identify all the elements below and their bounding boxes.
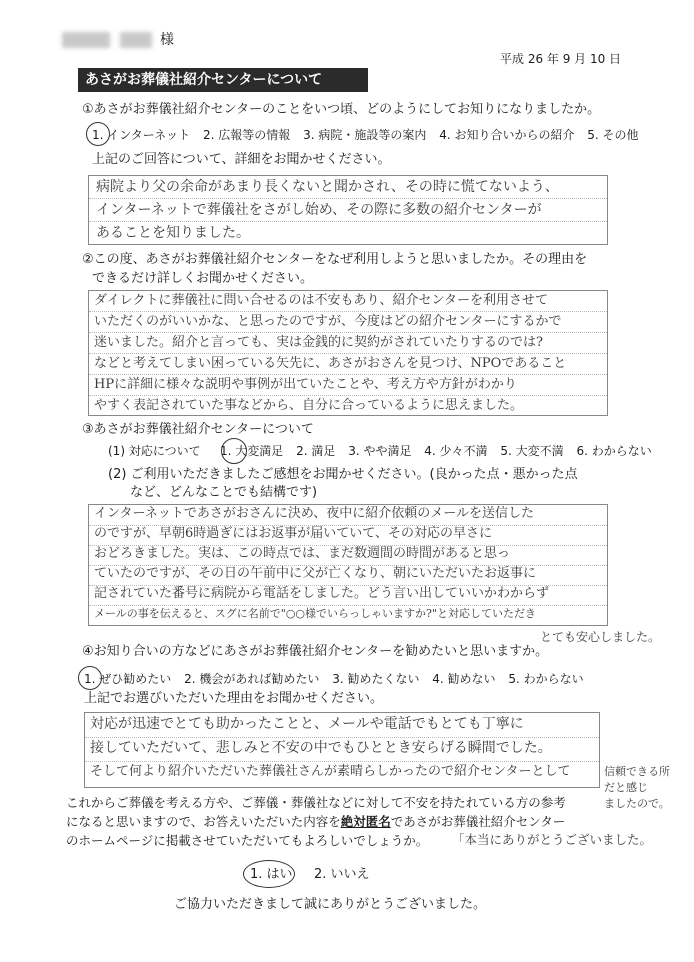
q2-question-line-1: ②この度、あさがお葬儀社紹介センターをなぜ利用しようと思いましたか。その理由を — [82, 252, 588, 267]
q3-option-6[interactable]: 6. わからない — [576, 444, 652, 458]
q4-option-5[interactable]: 5. わからない — [508, 672, 584, 686]
consent-selection-circle — [243, 860, 295, 888]
consent-anonymous: 絶対匿名 — [340, 814, 391, 829]
consent-no[interactable]: 2. いいえ — [314, 867, 370, 882]
closing-thanks: ご協力いただきまして誠にありがとうございました。 — [174, 897, 487, 912]
q3-sub2-line-1: (2) ご利用いただきましたご感想をお聞かせください。(良かった点・悪かった点 — [108, 467, 578, 482]
q1-option-4[interactable]: 4. お知り合いからの紹介 — [439, 128, 575, 142]
q4-answer-margin-2: だと感じ — [604, 781, 648, 794]
q3-sub1-options — [220, 442, 661, 460]
q4-answer-margin-3: ましたので。 — [604, 797, 670, 810]
q3-answer-line-5: 記されていた番号に病院から電話をしました。どう言い出していいかわからず — [94, 586, 550, 601]
q3-option-5[interactable]: 5. 大変不満 — [500, 444, 564, 458]
q3-sub1-label: (1) 対応について — [108, 444, 201, 458]
q4-option-4[interactable]: 4. 勧めない — [432, 672, 496, 686]
q4-option-3[interactable]: 3. 勧めたくない — [332, 672, 420, 686]
q3-option-4[interactable]: 4. 少々不満 — [424, 444, 488, 458]
q2-answer-line-5: HPに詳細に様々な説明や事例が出ていたことや、考え方や方針がわかり — [94, 377, 517, 392]
q1-followup: 上記のご回答について、詳細をお聞かせください。 — [92, 152, 391, 167]
consent-line-2-tail: であさがお葬儀社紹介センター — [390, 814, 566, 829]
q4-selection-circle — [78, 666, 102, 690]
consent-line-1: これからご葬儀を考える方や、ご葬儀・葬儀社などに対して不安を持たれている方の参考 — [66, 795, 566, 810]
q4-question: ④お知り合いの方などにあさがお葬儀社紹介センターを勧めたいと思いますか。 — [82, 644, 549, 659]
q2-answer-line-1: ダイレクトに葬儀社に問い合せるのは不安もあり、紹介センターを利用させて — [94, 293, 548, 308]
q1-option-1[interactable]: 1. インターネット — [92, 128, 191, 142]
q1-option-3[interactable]: 3. 病院・施設等の案内 — [303, 128, 427, 142]
consent-handwritten-note: 「本当にありがとうございました。 — [452, 832, 653, 847]
q3-answer-extra: とても安心しました。 — [540, 630, 661, 644]
q3-answer-line-3: おどろきました。実は、この時点では、まだ数週間の時間があると思っ — [94, 546, 511, 561]
q1-option-2[interactable]: 2. 広報等の情報 — [203, 128, 291, 142]
consent-yes[interactable]: 1. はい — [250, 867, 293, 882]
q3-option-3[interactable]: 3. やや満足 — [348, 444, 412, 458]
q2-answer-line-3: 迷いました。紹介と言っても、実は金銭的に契約がされていたりするのでは? — [94, 335, 543, 350]
recipient-honorific: 様 — [160, 32, 174, 48]
redacted-name — [62, 32, 110, 48]
q1-answer-line-3: あることを知りました。 — [96, 225, 250, 241]
q3-answer-line-1: インターネットであさがおさんに決め、夜中に紹介依頼のメールを送信した — [94, 506, 535, 521]
q1-answer-line-2: インターネットで葬儀社をさがし始め、その際に多数の紹介センターが — [96, 202, 542, 218]
q3-sub2-line-2: など、どんなことでも結構です) — [130, 485, 318, 500]
q4-answer-line-1: 対応が迅速でとても助かったことと、メールや電話でもとても丁寧に — [90, 716, 524, 732]
q1-selection-circle — [86, 122, 110, 146]
q4-option-1[interactable]: 1. ぜひ勧めたい — [84, 672, 172, 686]
q3-option-2[interactable]: 2. 満足 — [296, 444, 336, 458]
q2-question-line-2: できるだけ詳しくお聞かせください。 — [92, 271, 314, 286]
q3-selection-circle — [221, 438, 247, 464]
document-date: 平成 26 年 9 月 10 日 — [500, 52, 622, 66]
q1-options — [92, 126, 648, 144]
q1-question: ①あさがお葬儀社紹介センターのことをいつ頃、どのようにしてお知りになりましたか。 — [82, 102, 601, 117]
q1-option-5[interactable]: 5. その他 — [587, 128, 639, 142]
q3-answer-line-6: メールの事を伝えると、スグに名前で"○○様でいらっしゃいますか?"と対応していただき — [94, 607, 536, 620]
q2-answer-line-4: などと考えてしまい困っている矢先に、あさがおさんを見つけ、NPOであること — [94, 356, 567, 371]
q4-followup: 上記でお選びいただいた理由をお聞かせください。 — [84, 691, 384, 706]
page-title-text: あさがお葬儀社紹介センターについて — [85, 72, 323, 88]
q2-answer-line-6: やすく表記されていた事などから、自分に合っているように思えました。 — [94, 398, 524, 413]
q3-answer-line-2: のですが、早朝6時過ぎにはお返事が届いていて、その対応の早さに — [94, 526, 493, 541]
q4-option-2[interactable]: 2. 機会があれば勧めたい — [184, 672, 320, 686]
q3-answer-line-4: ていたのですが、その日の午前中に父が亡くなり、朝にいただいたお返事に — [94, 566, 537, 581]
q2-answer-line-2: いただくのがいいかな、と思ったのですが、今度はどの紹介センターにするかで — [94, 314, 562, 329]
q4-answer-line-2: 接していただいて、悲しみと不安の中でもひととき安らげる瞬間でした。 — [90, 740, 552, 756]
redacted-name-2 — [120, 32, 152, 48]
q1-answer-line-1: 病院より父の余命があまり長くないと聞かされ、その時に慌てないよう、 — [96, 179, 559, 195]
q4-options — [84, 670, 593, 688]
consent-line-2-text: になると思いますので、お答えいただいた内容を — [66, 814, 341, 829]
q4-answer-line-3: そして何より紹介いただいた葬儀社さんが素晴らしかったので紹介センターとして — [90, 764, 571, 779]
q3-option-1[interactable]: 1. 大変満足 — [220, 444, 284, 458]
q4-answer-margin-1: 信頼できる所 — [604, 765, 670, 778]
q3-question: ③あさがお葬儀社紹介センターについて — [82, 422, 314, 437]
consent-line-3: のホームページに掲載させていただいてもよろしいでしょうか。 — [66, 833, 429, 848]
